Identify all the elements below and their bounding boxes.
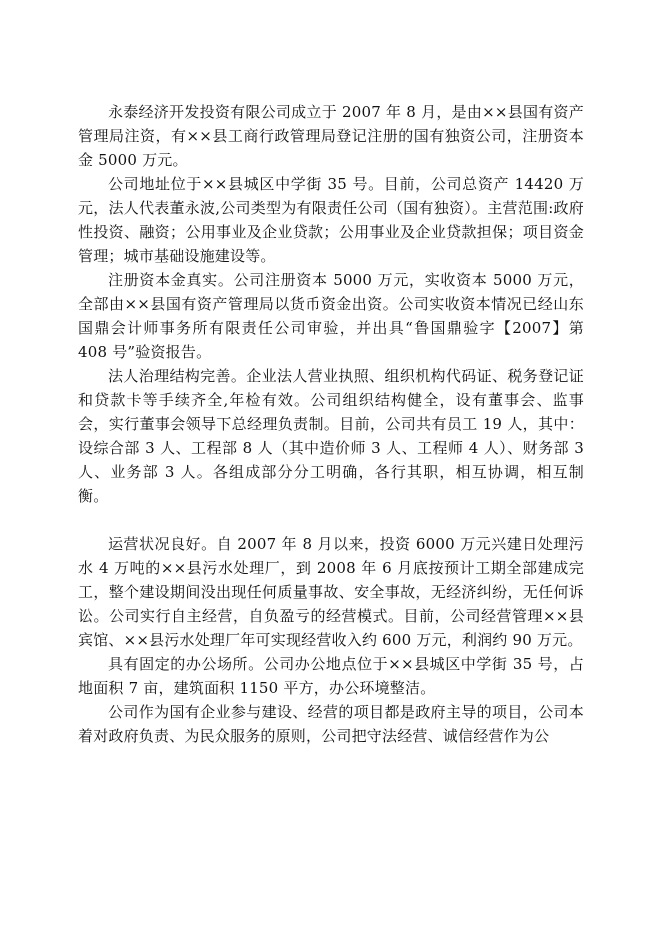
paragraph-company-address: 公司地址位于××县城区中学街 35 号。目前，公司总资产 14420 万元，法人代表董永波,公司类型为有限责任公司（国有独资）。主营范围:政府性投资、融资；公用事业及企业贷款；公用事业及企业贷款担保；项目资金管理；城市基础设施建设等。 bbox=[78, 175, 584, 265]
paragraph-registered-capital: 注册资本金真实。公司注册资本 5000 万元，实收资本 5000 万元，全部由××县国有资产管理局以货币资金出资。公司实收资本情况已经山东国鼎会计师事务所有限责任公司审验，并出具“鲁国鼎验字【2007】第 408 号”验资报告。 bbox=[78, 271, 584, 361]
paragraph-operations: 运营状况良好。自 2007 年 8 月以来，投资 6000 万元兴建日处理污水 4 万吨的××县污水处理厂，到 2008 年 6 月底按预计工期全部建成完工，整个建设期间没出现任何质量事故、安全事故，无经济纠纷，无任何诉讼。公司实行自主经营，自负盈亏的经营模式。目前，公司经营管理××县宾馆、××县污水处理厂年可实现经营收入约 600 万元，利润约 90 万元。 bbox=[78, 535, 584, 649]
paragraph-company-intro: 永泰经济开发投资有限公司成立于 2007 年 8 月，是由××县国有资产管理局注资，有××县工商行政管理局登记注册的国有独资公司，注册资本金 5000 万元。 bbox=[78, 103, 584, 169]
document-page bbox=[78, 100, 584, 748]
paragraph-principles: 公司作为国有企业参与建设、经营的项目都是政府主导的项目，公司本着对政府负责、为民众服务的原则，公司把守法经营、诚信经营作为公 bbox=[78, 703, 584, 745]
paragraph-office: 具有固定的办公场所。公司办公地点位于××县城区中学街 35 号，占地面积 7 亩，建筑面积 1150 平方，办公环境整洁。 bbox=[78, 655, 584, 697]
paragraph-governance: 法人治理结构完善。企业法人营业执照、组织机构代码证、税务登记证和贷款卡等手续齐全,年检有效。公司组织结构健全，设有董事会、监事会，实行董事会领导下总经理负责制。目前，公司共有员工 19 人，其中：设综合部 3 人、工程部 8 人（其中造价师 3 人、工程师 4 人）、财务部 3 人、业务部 3 人。各组成部分分工明确，各行其职，相互协调，相互制衡。 bbox=[78, 367, 584, 505]
paragraph-spacer bbox=[78, 508, 584, 532]
